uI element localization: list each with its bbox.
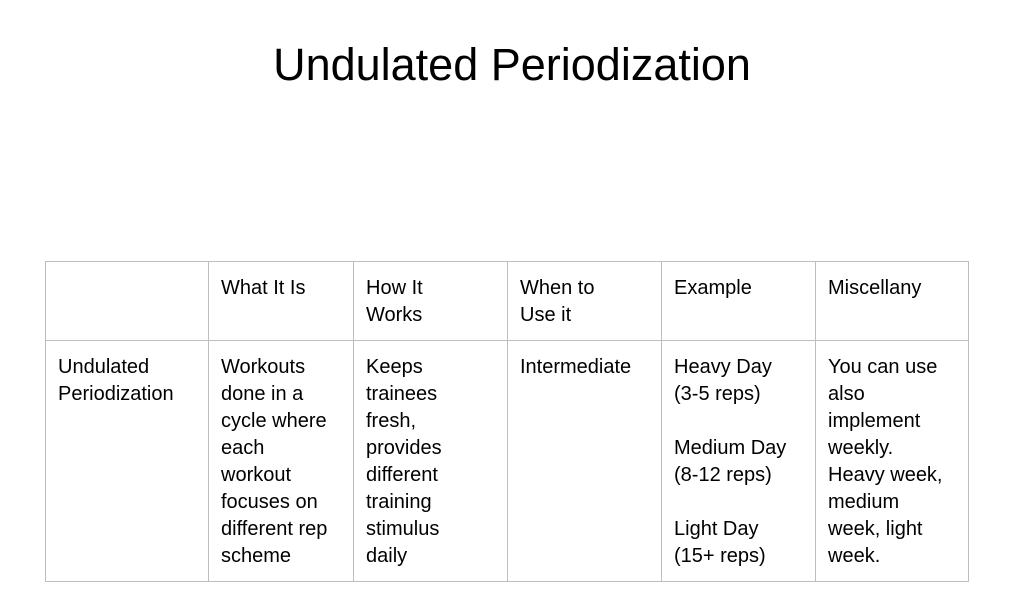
- header-cell-how-it-works: How It Works: [354, 262, 508, 341]
- when-to-use-cell: Intermediate: [508, 341, 662, 582]
- example-cell: Heavy Day (3-5 reps) Medium Day (8-12 reps) Light Day (15+ reps): [662, 341, 816, 582]
- slide-title: Undulated Periodization: [273, 39, 751, 90]
- table-header-row: [46, 262, 969, 341]
- what-it-is-cell: Workouts done in a cycle where each workout focuses on different rep scheme: [209, 341, 354, 582]
- header-cell-miscellany: Miscellany: [816, 262, 969, 341]
- periodization-table: [45, 261, 969, 582]
- header-cell-when-to-use: When to Use it: [508, 262, 662, 341]
- table-row: [46, 341, 969, 582]
- row-label-cell: Undulated Periodization: [46, 341, 209, 582]
- miscellany-cell: You can use also implement weekly. Heavy week, medium week, light week.: [816, 341, 969, 582]
- how-it-works-cell: Keeps trainees fresh, provides different training stimulus daily: [354, 341, 508, 582]
- header-cell-what-it-is: What It Is: [209, 262, 354, 341]
- header-cell-empty: [46, 262, 209, 341]
- header-cell-example: Example: [662, 262, 816, 341]
